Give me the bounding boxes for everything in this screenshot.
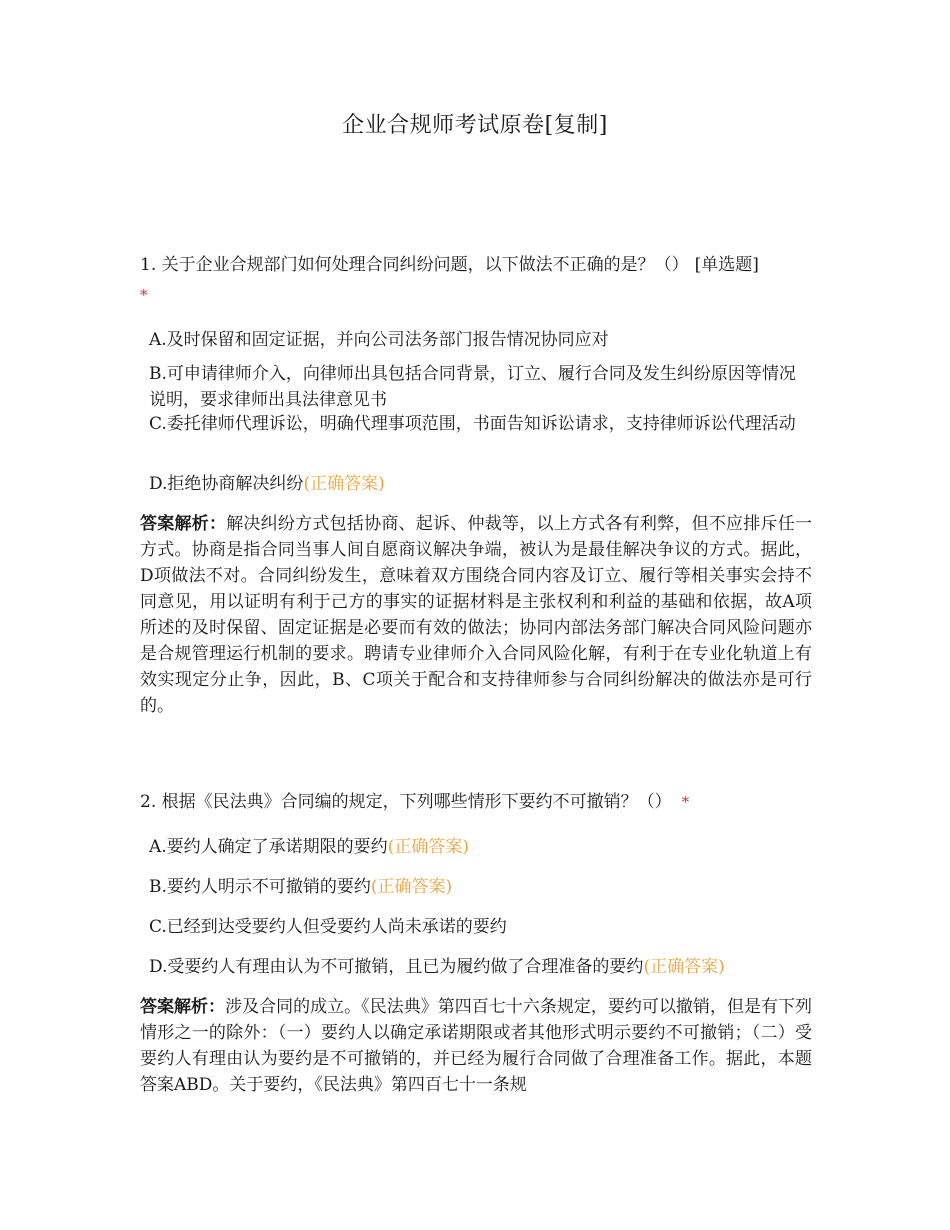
question-1-heading	[140, 250, 820, 310]
correct-answer-tag: (正确答案)	[303, 474, 385, 494]
question-2-analysis	[140, 994, 812, 1098]
question-text: 关于企业合规部门如何处理合同纠纷问题，以下做法不正确的是？（）	[161, 255, 689, 275]
required-mark: *	[681, 793, 690, 811]
question-1-option-b[interactable]	[149, 361, 809, 413]
option-text: C.委托律师代理诉讼，明确代理事项范围，书面告知诉讼请求，支持律师诉讼代理活动	[149, 414, 796, 434]
correct-answer-tag: (正确答案)	[387, 837, 469, 857]
question-1-option-c[interactable]	[149, 411, 809, 437]
question-2-option-a[interactable]	[149, 834, 809, 860]
question-1-option-a[interactable]	[149, 327, 809, 353]
question-2-option-c[interactable]	[149, 914, 809, 940]
page-title: 企业合规师考试原卷[复制]	[342, 113, 608, 138]
option-text: C.已经到达受要约人但受要约人尚未承诺的要约	[149, 917, 507, 937]
question-1-analysis	[140, 511, 812, 719]
question-2-heading	[140, 787, 820, 817]
analysis-text: 解决纠纷方式包括协商、起诉、仲裁等，以上方式各有利弊，但不应排斥任一方式。协商是指合同当事人间自愿商议解决争端，被认为是最佳解决争议的方式。据此，D项做法不对。合同纠纷发生，意味着双方围绕合同内容及订立、履行等相关事实会持不同意见，用以证明有利于己方的事实的证据材料是主张权利和利益的基础和依据，故A项所述的及时保留、固定证据是必要而有效的做法；协同内部法务部门解决合同风险问题亦是合规管理运行机制的要求。聘请专业律师介入合同风险化解，有利于在专业化轨道上有效实现定分止争，因此，B、C项关于配合和支持律师参与合同纠纷解决的做法亦是可行的。	[140, 514, 813, 716]
option-text: D.受要约人有理由认为不可撤销，且已为履约做了合理准备的要约	[149, 957, 644, 977]
question-number: 2.	[140, 792, 162, 812]
question-1-option-d[interactable]	[149, 471, 809, 497]
option-text: A.要约人确定了承诺期限的要约	[149, 837, 388, 857]
analysis-label: 答案解析：	[140, 997, 226, 1017]
required-mark: *	[140, 286, 148, 304]
question-type: [单选题]	[694, 255, 759, 275]
option-text: B.要约人明示不可撤销的要约	[149, 877, 371, 897]
question-2-option-d[interactable]	[149, 954, 809, 980]
analysis-text: 涉及合同的成立。《民法典》第四百七十六条规定，要约可以撤销，但是有下列情形之一的除外：（一）要约人以确定承诺期限或者其他形式明示要约不可撤销；（二）受要约人有理由认为要约是不可撤销的，并已经为履行合同做了合理准备工作。据此，本题答案ABD。关于要约，《民法典》第四百七十一条规	[140, 997, 813, 1095]
option-text: A.及时保留和固定证据，并向公司法务部门报告情况协同应对	[149, 330, 609, 350]
correct-answer-tag: (正确答案)	[370, 877, 453, 897]
question-text: 根据《民法典》合同编的规定，下列哪些情形下要约不可撤销？（）	[161, 792, 672, 812]
analysis-label: 答案解析：	[140, 514, 227, 534]
question-2-option-b[interactable]	[149, 874, 809, 900]
correct-answer-tag: (正确答案)	[643, 957, 725, 977]
option-text: B.可申请律师介入，向律师出具包括合同背景，订立、履行合同及发生纠纷原因等情况说明，要求律师出具法律意见书	[149, 364, 796, 410]
option-text: D.拒绝协商解决纠纷	[149, 474, 304, 494]
question-number: 1.	[140, 255, 162, 275]
